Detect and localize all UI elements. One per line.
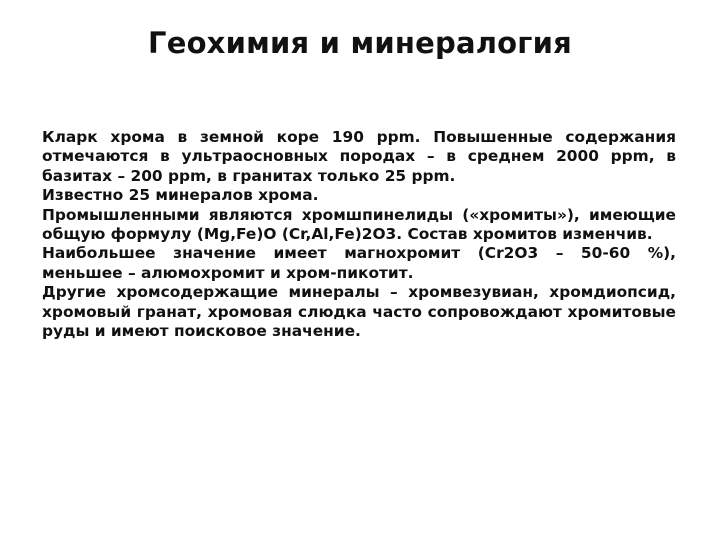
paragraph-chromites: Промышленными являются хромшпинелиды («хромиты»), имеющие общую формулу (Mg,Fe)O (Cr,Al,Fe)2O3. Состав хромитов изменчив. (42, 205, 676, 244)
paragraph-other-minerals: Другие хромсодержащие минералы – хромвезувиан, хромдиопсид, хромовый гранат, хромовая слюдка часто сопровождают хромитовые руды и имеют поисковое значение. (42, 283, 676, 341)
slide-title: Геохимия и минералогия (148, 26, 572, 60)
slide-body (42, 128, 676, 341)
paragraph-mineral-count: Известно 25 минералов хрома. (42, 186, 319, 205)
paragraph-clarke: Кларк хрома в земной коре 190 ppm. Повышенные содержания отмечаются в ультраосновных породах – в среднем 2000 ppm, в базитах – 200 ppm, в гранитах только 25 ppm. (42, 128, 676, 185)
paragraph-magnochromite: Наибольшее значение имеет магнохромит (Cr2O3 – 50-60 %), меньшее – алюмохромит и хром-пикотит. (42, 244, 676, 282)
